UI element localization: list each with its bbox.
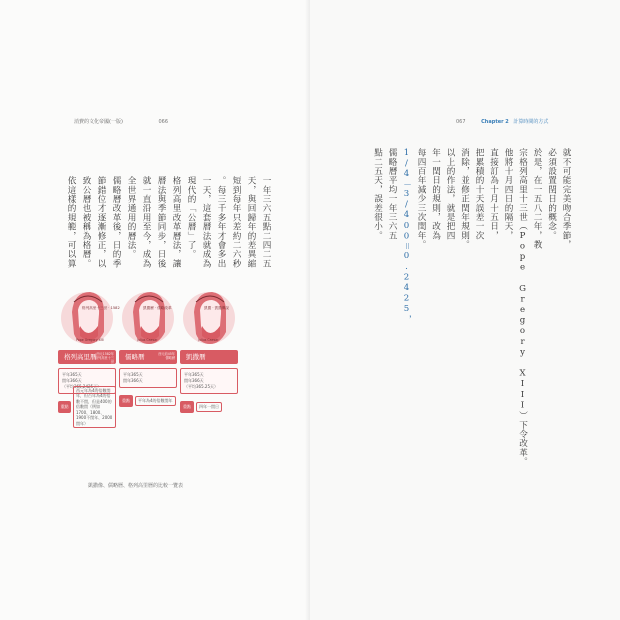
portrait-illustration (180, 282, 238, 356)
key-point-text: 平年為4的倍數閏年 (135, 396, 176, 406)
calendar-fact: 閏年366天 (123, 378, 143, 383)
body-text-column: 把累積的十天誤差一次 (474, 148, 484, 240)
body-text-column: 就不可能完美吻合季節， (561, 148, 571, 250)
portrait-illustration (58, 282, 120, 356)
left-header-title: 消費的文化帝國(一版) (74, 119, 123, 125)
key-point-text: 西元年為4的倍數閏年，但百年為4的倍數不閏，但是400的倍數閏（例如1700、1800、1900不閏年、2000閏年） (73, 386, 116, 429)
body-text-column: 節錯位才逐漸修正，以 (96, 176, 106, 268)
portrait-icon (119, 282, 177, 356)
right-page-number: 067 (456, 119, 466, 125)
calendar-fact: 平年365天 (62, 372, 82, 377)
figure-caption: 凱撒像、儒略曆、格列高里曆的比較一覽表 (88, 483, 184, 489)
key-point (58, 387, 116, 426)
calendar-fact: （平均365.25天） (184, 384, 218, 389)
portrait-icon (180, 282, 238, 356)
calendar-card (180, 282, 238, 414)
body-text-column: 格列高里改革曆法，讓 (171, 176, 181, 268)
key-point-label: 重點 (180, 401, 194, 413)
chapter-label: Chapter 2 (481, 119, 509, 125)
key-point-label: 重點 (119, 395, 133, 407)
right-running-header (456, 118, 548, 125)
calendar-name: 儒略曆 (125, 353, 145, 361)
portrait-tag: 凱撒曆 · 儒略改革 (143, 306, 172, 310)
calendar-name-plate (180, 350, 238, 364)
body-text-column: 消除，並修正閏年規則。 (459, 148, 470, 250)
body-text-column: 天，與回歸年的差異縮 (246, 176, 256, 268)
key-point-label: 重點 (58, 401, 71, 413)
body-text-column: 1/4－3/400＝0.2425， (401, 148, 412, 324)
calendar-fact: 閏年366天 (184, 378, 204, 383)
body-text-column: 短到每年只差約二六秒 (231, 176, 241, 268)
body-text-column: 就一直沿用至今，成為 (141, 176, 151, 268)
portrait-subtag: Pope Gregory XIII (76, 338, 104, 342)
calendar-name: 格列高里曆 (64, 353, 97, 361)
key-point (180, 400, 238, 414)
body-text-column: 年一閏日的規則，改為 (430, 148, 441, 240)
portrait-subtag: Julius Caesar (198, 338, 219, 342)
right-page (310, 0, 620, 620)
portrait-illustration (119, 282, 177, 356)
calendar-card (58, 282, 120, 426)
body-text-column: 一年三六五點二四二五 (261, 176, 271, 268)
calendar-name-note: 西元前45年 儒略曆 (158, 352, 175, 360)
left-running-header (74, 118, 168, 125)
body-text-column: 於是，在一五八二年，教 (532, 148, 542, 250)
calendar-fact: （平均365.2425天） (62, 384, 102, 389)
body-text-column: 現代的「公曆」了。 (186, 176, 196, 259)
calendar-fact: 平年365天 (184, 372, 204, 377)
body-text-column: 他將十月四日的隔天， (503, 148, 513, 240)
calendar-fact: 平年365天 (123, 372, 143, 377)
body-text-column: 儒略曆改革後，日的季 (111, 176, 121, 268)
body-text-column: 儒略曆平均一年三六五 (387, 148, 397, 240)
calendar-card (119, 282, 177, 408)
calendar-facts (119, 368, 177, 388)
body-text-column: 直接訂為十月十五日， (488, 148, 499, 240)
chapter-title: 計算時間的方式 (513, 119, 549, 125)
calendar-name-note: 西元1582年 格列高里十三世 (94, 352, 114, 364)
body-text-column: 。每三千多年才會多出 (216, 176, 226, 268)
key-point (119, 394, 177, 408)
body-text-column: 以上的作法，就是把四 (445, 148, 455, 240)
body-text-column: 依這樣的規範，可以算 (66, 176, 76, 268)
portrait-tag: 凱撒 · 凱撒傳說 (204, 306, 229, 310)
left-page-number: 066 (158, 119, 169, 125)
body-text-column: 致公曆也被稱為格曆。 (81, 176, 91, 268)
calendar-name-plate (58, 350, 116, 364)
calendar-name-plate (119, 350, 177, 364)
portrait-subtag: Julius Caesar (137, 338, 158, 342)
body-text-column: 每四百年減少三次閏年。 (416, 148, 426, 250)
portrait-tag: 格列高里十三世 · 1582 (82, 306, 120, 310)
body-text-column: 一天，這套曆法就成為 (201, 176, 211, 268)
key-point-text: 四年一閏日 (196, 402, 222, 412)
body-text-column: 全世界通用的曆法。 (126, 176, 136, 259)
portrait-icon (58, 282, 116, 356)
calendar-facts (180, 368, 238, 394)
body-text-column: 曆法與季節同步，日後 (156, 176, 166, 268)
body-text-column: 點二五天，誤差很小。 (372, 148, 383, 240)
calendar-fact: 閏年366天 (62, 378, 82, 383)
calendar-name: 凱撒曆 (186, 353, 206, 361)
body-text-column: 宗格列高里十三世（Pope Gregory XIII）下令改革。 (517, 148, 528, 467)
body-text-column: 必須設置閏日的概念。 (546, 148, 557, 240)
